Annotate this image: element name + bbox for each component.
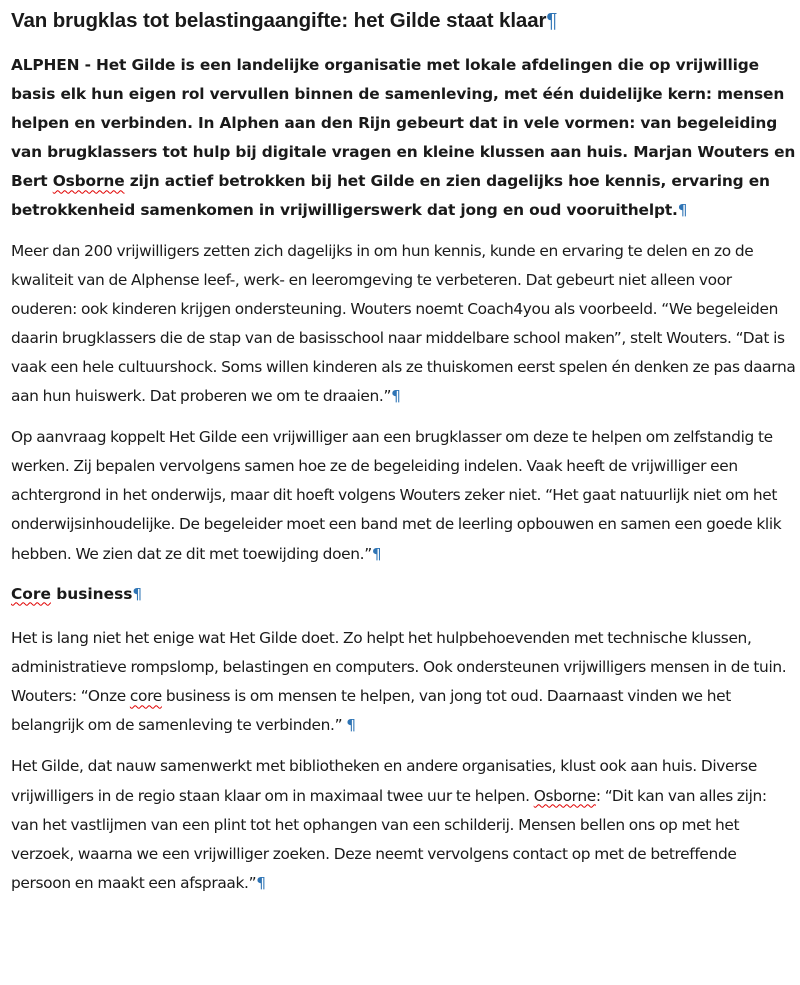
lead-paragraph[interactable] xyxy=(11,51,798,226)
paragraph-mark-icon: ¶ xyxy=(256,873,266,892)
paragraph-mark-icon: ¶ xyxy=(546,9,558,32)
body-paragraph-2-text: Op aanvraag koppelt Het Gilde een vrijwilliger aan een brugklasser om deze te helpen om zelfstandig te werken. Zij bepalen vervolgens samen hoe ze de begeleiding indelen. Vaak heeft de vrijwilliger een achtergrond in het onderwijs, maar dit hoeft volgens Wouters zeker niet. “Het gaat natuurlijk niet om het onderwijsinhoudelijke. De begeleider moet een band met de leerling opbouwen en samen een goede klik hebben. We zien dat ze dit met toewijding doen.” xyxy=(11,428,782,563)
body-paragraph-1[interactable] xyxy=(11,237,798,412)
spellcheck-flagged-word[interactable]: Osborne xyxy=(533,786,596,805)
body-paragraph-4-text-part-1: Het Gilde, dat nauw samenwerkt met bibliotheken en andere organisaties, klust ook aan huis. Diverse vrijwilligers in de regio staan klaar om in maximaal twee uur te helpen. xyxy=(11,757,757,805)
spellcheck-flagged-word[interactable]: core xyxy=(129,687,162,706)
body-paragraph-3-text-part-2: business is om mensen te helpen, van jong tot oud. Daarnaast vinden we het belangrijk om de samenleving te verbinden.” xyxy=(11,687,731,735)
paragraph-mark-icon: ¶ xyxy=(371,544,382,563)
body-paragraph-3-text-part-1: Het is lang niet het enige wat Het Gilde doet. Zo helpt het hulpbehoevenden met technische klussen, administratieve rompslomp, belastingen en computers. Ook ondersteunen vrijwilligers mensen in de tuin. Wouters: “Onze xyxy=(11,629,787,706)
body-paragraph-4[interactable] xyxy=(11,752,798,897)
body-paragraph-4-text-part-2: : “Dit kan van alles zijn: van het vastlijmen van een plint tot het ophangen van een schilderij. Mensen bellen ons op met het verzoek, waarna we een vrijwilliger zoeken. Deze neemt vervolgens contact op met de betreffende persoon en maakt een afspraak.” xyxy=(11,786,767,892)
paragraph-mark-icon: ¶ xyxy=(132,584,143,603)
article-title-text: Van brugklas tot belastingaangifte: het Gilde staat klaar xyxy=(11,9,547,32)
section-heading[interactable] xyxy=(11,580,800,609)
paragraph-mark-icon: ¶ xyxy=(677,201,688,220)
paragraph-mark-icon: ¶ xyxy=(346,716,356,735)
body-paragraph-2[interactable] xyxy=(11,423,798,568)
lead-text-part-2: zijn actief betrokken bij het Gilde en zien dagelijks hoe kennis, ervaring en betrokkenheid samenkomen in vrijwilligerswerk dat jong en oud vooruithelpt. xyxy=(11,172,770,220)
section-heading-text: business xyxy=(50,584,133,603)
paragraph-mark-icon: ¶ xyxy=(391,387,401,406)
document-page[interactable] xyxy=(11,0,800,898)
spellcheck-flagged-word[interactable]: Osborne xyxy=(52,172,125,191)
body-paragraph-1-text: Meer dan 200 vrijwilligers zetten zich dagelijks in om hun kennis, kunde en ervaring te delen en zo de kwaliteit van de Alphense leef-, werk- en leeromgeving te verbeteren. Dat gebeurt niet alleen voor ouderen: ook kinderen krijgen ondersteuning. Wouters noemt Coach4you als voorbeeld. “We begeleiden daarin brugklassers die de stap van de basisschool naar middelbare school maken”, stelt Wouters. “Dat is vaak een hele cultuurshock. Soms willen kinderen als ze thuiskomen eerst spelen én denken ze pas daarna aan hun huiswerk. Dat proberen we om te draaien.” xyxy=(11,241,796,406)
lead-text-part-1: ALPHEN - Het Gilde is een landelijke organisatie met lokale afdelingen die op vrijwillige basis elk hun eigen rol vervullen binnen de samenleving, met één duidelijke kern: mensen helpen en verbinden. In Alphen aan den Rijn gebeurt dat in vele vormen: van begeleiding van brugklassers tot hulp bij digitale vragen en kleine klussen aan huis. Marjan Wouters en Bert xyxy=(11,56,796,191)
body-paragraph-3[interactable] xyxy=(11,624,798,740)
article-title[interactable] xyxy=(11,7,800,34)
spellcheck-flagged-word[interactable]: Core xyxy=(11,584,51,603)
